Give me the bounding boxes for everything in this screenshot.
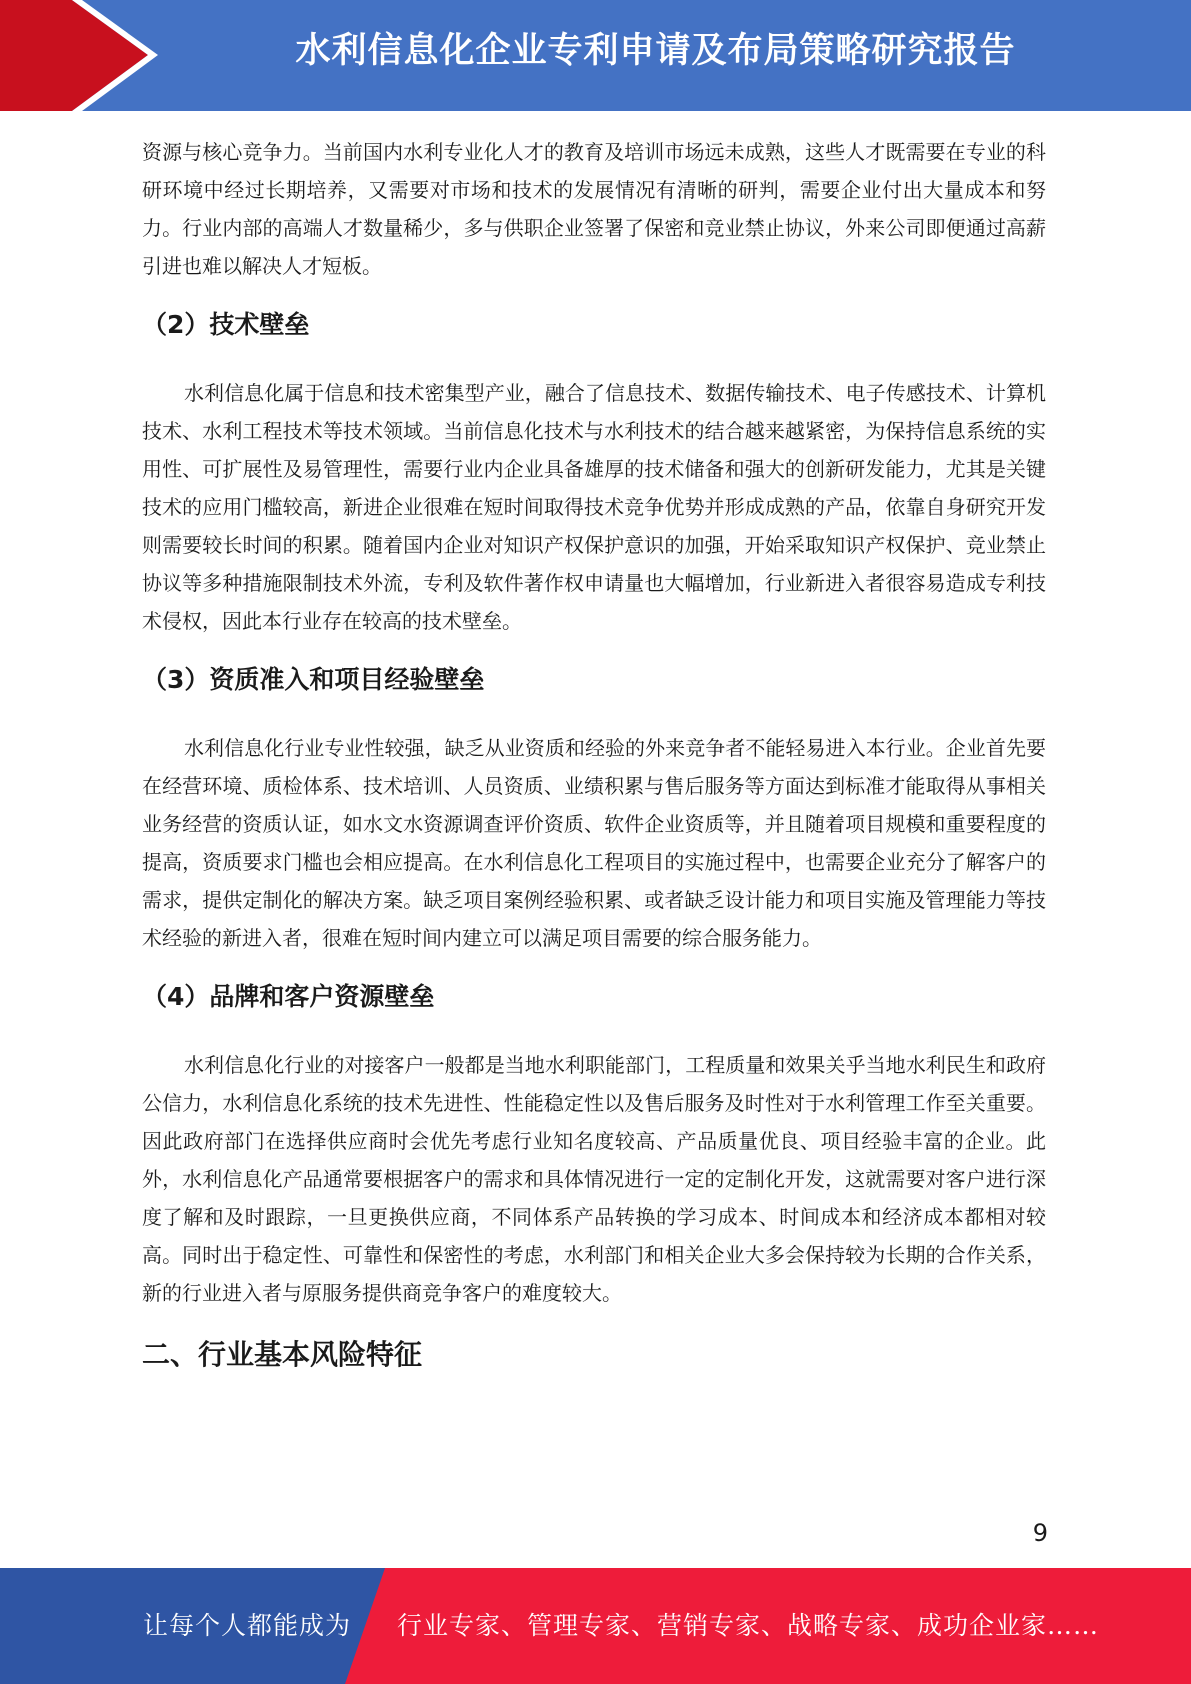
section-heading-risk: 二、行业基本风险特征	[142, 1338, 423, 1371]
page-number: 9	[1032, 1519, 1048, 1547]
heading-brand-customer-barrier: （4）品牌和客户资源壁垒	[142, 982, 435, 1011]
report-title: 水利信息化企业专利申请及布局策略研究报告	[295, 31, 1016, 71]
footer-slogan-right: 行业专家、管理专家、营销专家、战略专家、成功企业家……	[397, 1611, 1100, 1640]
heading-technical-barrier: （2）技术壁垒	[142, 310, 310, 339]
intro-paragraph: 资源与核心竞争力。当前国内水利专业化人才的教育及培训市场远未成熟，这些人才既需要在专业的科研环境中经过长期培养，又需要对市场和技术的发展情况有清晰的研判，需要企业付出大量成本和努力。行业内部的高端人才数量稀少，多与供职企业签署了保密和竞业禁止协议，外来公司即便通过高薪引进也难以解决人才短板。	[142, 140, 1046, 278]
technical-barrier-paragraph: 水利信息化属于信息和技术密集型产业，融合了信息技术、数据传输技术、电子传感技术、计算机技术、水利工程技术等技术领域。当前信息化技术与水利技术的结合越来越紧密，为保持信息系统的实用性、可扩展性及易管理性，需要行业内企业具备雄厚的技术储备和强大的创新研发能力，尤其是关键技术的应用门槛较高，新进企业很难在短时间取得技术竞争优势并形成成熟的产品，依靠自身研究开发则需要较长时间的积累。随着国内企业对知识产权保护意识的加强，开始采取知识产权保护、竞业禁止协议等多种措施限制技术外流，专利及软件著作权申请量也大幅增加，行业新进入者很容易造成专利技术侵权，因此本行业存在较高的技术壁垒。	[142, 381, 1046, 633]
brand-customer-barrier-paragraph: 水利信息化行业的对接客户一般都是当地水利职能部门，工程质量和效果关乎当地水利民生和政府公信力，水利信息化系统的技术先进性、性能稳定性以及售后服务及时性对于水利管理工作至关重要。因此政府部门在选择供应商时会优先考虑行业知名度较高、产品质量优良、项目经验丰富的企业。此外，水利信息化产品通常要根据客户的需求和具体情况进行一定的定制化开发，这就需要对客户进行深度了解和及时跟踪，一旦更换供应商，不同体系产品转换的学习成本、时间成本和经济成本都相对较高。同时出于稳定性、可靠性和保密性的考虑，水利部门和相关企业大多会保持较为长期的合作关系，新的行业进入者与原服务提供商竞争客户的难度较大。	[142, 1053, 1046, 1305]
header-banner	[0, 0, 1191, 111]
footer-banner	[0, 1568, 1191, 1684]
qualification-barrier-paragraph: 水利信息化行业专业性较强，缺乏从业资质和经验的外来竞争者不能轻易进入本行业。企业首先要在经营环境、质检体系、技术培训、人员资质、业绩积累与售后服务等方面达到标准才能取得从事相关业务经营的资质认证，如水文水资源调查评价资质、软件企业资质等，并且随着项目规模和重要程度的提高，资质要求门槛也会相应提高。在水利信息化工程项目的实施过程中，也需要企业充分了解客户的需求，提供定制化的解决方案。缺乏项目案例经验积累、或者缺乏设计能力和项目实施及管理能力等技术经验的新进入者，很难在短时间内建立可以满足项目需要的综合服务能力。	[142, 736, 1046, 950]
footer-slogan-left: 让每个人都能成为	[143, 1611, 352, 1640]
page-content	[142, 133, 1046, 1376]
heading-qualification-barrier: （3）资质准入和项目经验壁垒	[142, 665, 485, 694]
